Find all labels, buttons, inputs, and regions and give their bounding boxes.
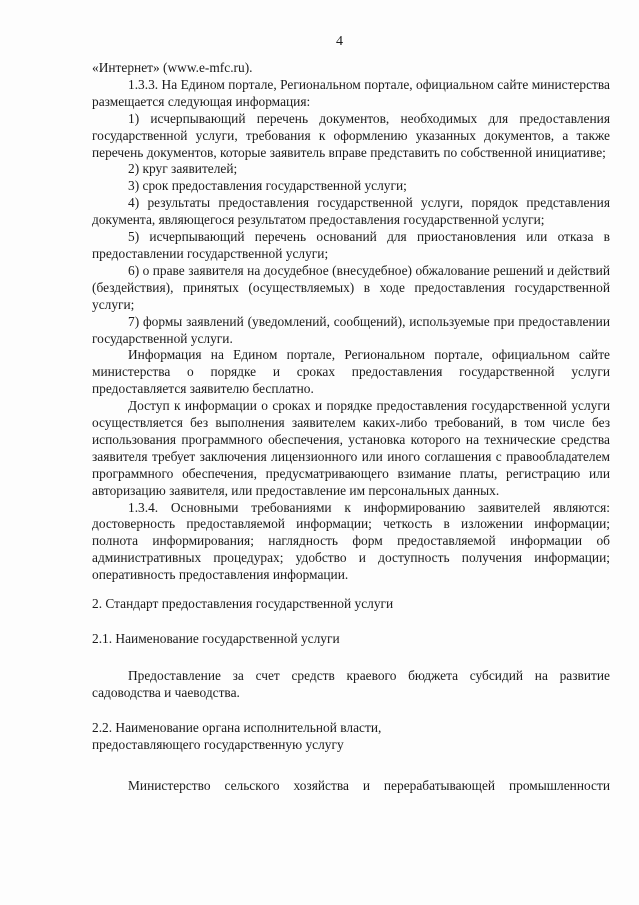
list-item-3: 3) срок предоставления государственной услуги; [128, 178, 407, 194]
paragraph-ministry: Министерство сельского хозяйства и перерабатывающей промышленности [128, 777, 610, 793]
paragraph-free-info: Информация на Едином портале, Региональном портале, официальном сайте министерства о порядке и сроках предоставления государственной услуги предоставляется заявителю бесплатно. [92, 347, 610, 397]
document-body [92, 60, 610, 794]
paragraph-1-3-3: 1.3.3. На Едином портале, Региональном портале, официальном сайте министерства размещается следующая информация: [92, 76, 610, 109]
list-item-7: 7) формы заявлений (уведомлений, сообщений), используемые при предоставлении государственной услуги. [92, 313, 610, 346]
list-item-5: 5) исчерпывающий перечень оснований для приостановления или отказа в предоставлении государственной услуги; [92, 229, 610, 261]
list-item-6: 6) о праве заявителя на досудебное (внесудебное) обжалование решений и действий (бездействия), принятых (осуществляемых) в ходе предоставления государственной услуги; [92, 262, 610, 312]
subsection-heading-2-2-line1: 2.2. Наименование органа исполнительной власти, [92, 719, 382, 735]
section-heading: 2. Стандарт предоставления государственной услуги [92, 596, 394, 612]
list-item-1: 1) исчерпывающий перечень документов, необходимых для предоставления государственной услуги, требования к оформлению указанных документов, а также перечень документов, которые заявитель вправе представить по собственной инициативе; [92, 110, 610, 160]
paragraph-service-name: Предоставление за счет средств краевого бюджета субсидий на развитие садоводства и чаеводства. [92, 667, 610, 700]
list-item-4: 4) результаты предоставления государственной услуги, порядок представления документа, являющегося результатом предоставления государственной услуги; [92, 195, 610, 228]
paragraph-continuation: «Интернет» (www.e-mfc.ru). [92, 60, 253, 75]
paragraph-access: Доступ к информации о сроках и порядке предоставления государственной услуги осуществляется без выполнения заявителем каких-либо требований, в том числе без использования программного обеспечения, установка которого на технические средства заявителя требует заключения лицензионного или иного соглашения с правообладателем программного обеспечения, предусматривающего взимание платы, регистрацию или авторизацию заявителя, или предоставление им персональных данных. [92, 398, 610, 498]
paragraph-1-3-4: 1.3.4. Основными требованиями к информированию заявителей являются: достоверность предоставляемой информации; четкость в изложении информации; полнота информирования; наглядность форм предоставляемой информации об административных процедурах; удобство и доступность получения информации; оперативность предоставления информации. [92, 499, 610, 583]
page-number: 4 [336, 34, 343, 49]
subsection-heading-2-2-line2: предоставляющего государственную услугу [92, 736, 344, 752]
subsection-heading-2-1: 2.1. Наименование государственной услуги [92, 631, 340, 646]
list-item-2: 2) круг заявителей; [128, 161, 238, 177]
